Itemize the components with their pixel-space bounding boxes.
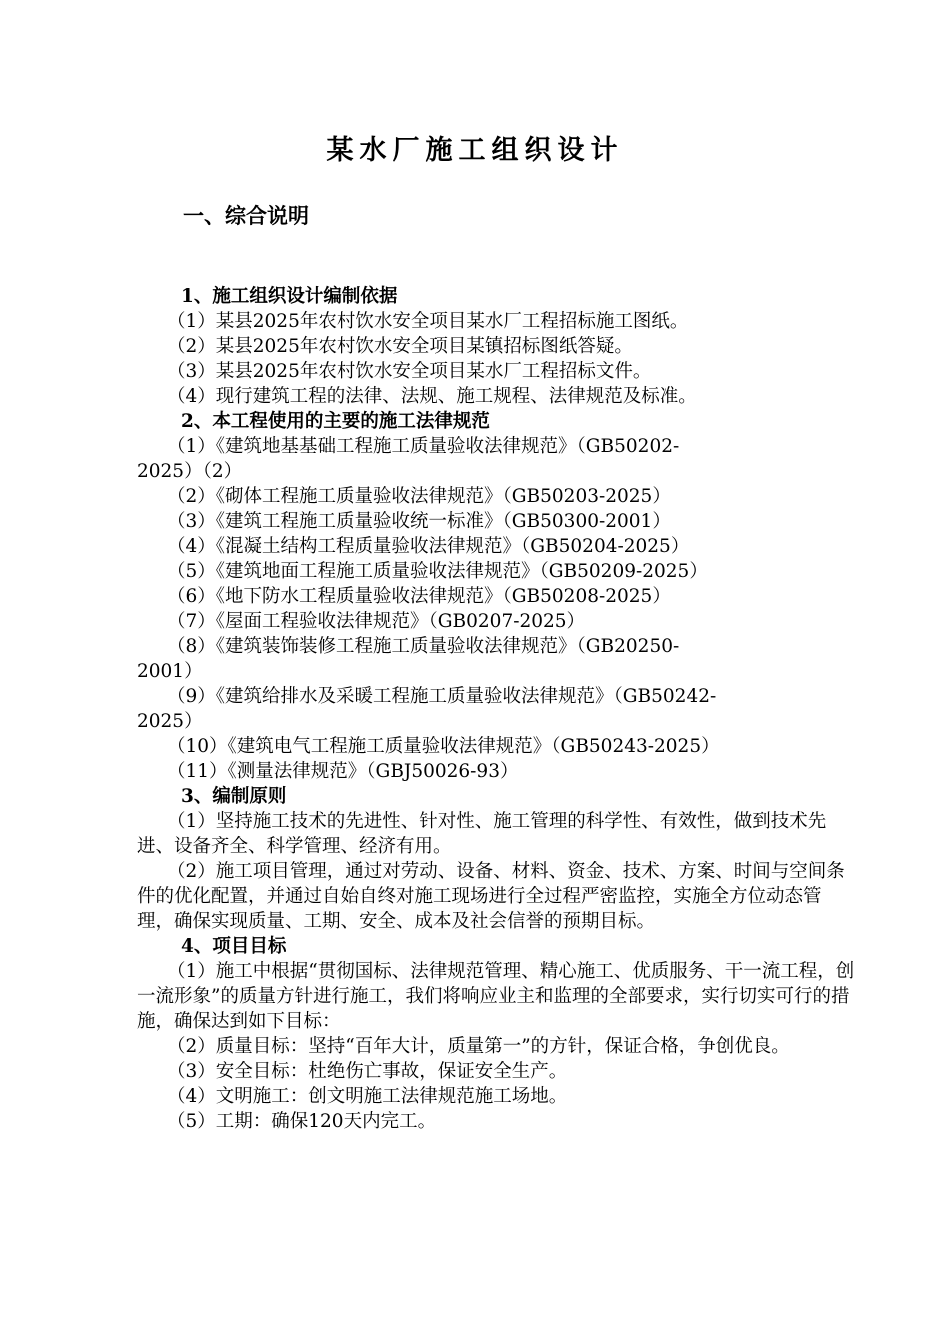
paragraph: （7）《屋面工程验收法律规范》（GB0207-2025） bbox=[167, 611, 586, 632]
paragraph: （3）某县2025年农村饮水安全项目某水厂工程招标文件。 bbox=[167, 361, 652, 382]
paragraph: （1）施工中根据“贯彻国标、法律规范管理、精心施工、优质服务、干一流工程，创一流形象”的质量方针进行施工，我们将响应业主和监理的全部要求，实行切实可行的措施，确保达到如下目标： bbox=[137, 961, 855, 1032]
paragraph: （2）施工项目管理，通过对劳动、设备、材料、资金、技术、方案、时间与空间条件的优化配置，并通过自始自终对施工现场进行全过程严密监控，实施全方位动态管理，确保实现质量、工期、安全、成本及社会信誉的预期目标。 bbox=[137, 861, 845, 932]
paragraph: （4）《混凝土结构工程质量验收法律规范》（GB50204-2025） bbox=[167, 536, 690, 557]
document-title: 某水厂施工组织设计 bbox=[326, 135, 624, 166]
paragraph: （11）《测量法律规范》（GBJ50026-93） bbox=[167, 761, 519, 782]
paragraph: （1）坚持施工技术的先进性、针对性、施工管理的科学性、有效性，做到技术先进、设备齐全、科学管理、经济有用。 bbox=[137, 811, 827, 857]
paragraph: （10）《建筑电气工程施工质量验收法律规范》（GB50243-2025） bbox=[167, 736, 720, 757]
subsection-heading: 4、项目目标 bbox=[181, 936, 287, 957]
paragraph: 2001） bbox=[137, 661, 203, 682]
paragraph: （5）《建筑地面工程施工质量验收法律规范》（GB50209-2025） bbox=[167, 561, 708, 582]
document-body bbox=[137, 284, 857, 1134]
paragraph: （1）《建筑地基基础工程施工质量验收法律规范》（GB50202- bbox=[167, 436, 680, 457]
paragraph: （4）现行建筑工程的法律、法规、施工规程、法律规范及标准。 bbox=[167, 386, 697, 407]
paragraph: （5）工期：确保120天内完工。 bbox=[167, 1111, 437, 1132]
subsection-heading: 3、编制原则 bbox=[181, 786, 287, 807]
paragraph: （1）某县2025年农村饮水安全项目某水厂工程招标施工图纸。 bbox=[167, 311, 689, 332]
subsection-heading: 1、施工组织设计编制依据 bbox=[181, 286, 398, 307]
paragraph: （3）《建筑工程施工质量验收统一标准》（GB50300-2001） bbox=[167, 511, 671, 532]
paragraph: （9）《建筑给排水及采暖工程施工质量验收法律规范》（GB50242- bbox=[167, 686, 717, 707]
subsection-heading: 2、本工程使用的主要的施工法律规范 bbox=[181, 411, 490, 432]
section-heading: 一、综合说明 bbox=[183, 203, 309, 228]
paragraph: （2）某县2025年农村饮水安全项目某镇招标图纸答疑。 bbox=[167, 336, 633, 357]
paragraph: （6）《地下防水工程质量验收法律规范》（GB50208-2025） bbox=[167, 586, 671, 607]
paragraph: 2025） bbox=[137, 711, 203, 732]
paragraph: （8）《建筑装饰装修工程施工质量验收法律规范》（GB20250- bbox=[167, 636, 680, 657]
paragraph: （2）《砌体工程施工质量验收法律规范》（GB50203-2025） bbox=[167, 486, 671, 507]
paragraph: （2）质量目标：坚持“百年大计，质量第一”的方针，保证合格，争创优良。 bbox=[167, 1036, 790, 1057]
paragraph: （3）安全目标：杜绝伤亡事故，保证安全生产。 bbox=[167, 1061, 568, 1082]
paragraph: （4）文明施工：创文明施工法律规范施工场地。 bbox=[167, 1086, 568, 1107]
paragraph: 2025）（2） bbox=[137, 461, 243, 482]
